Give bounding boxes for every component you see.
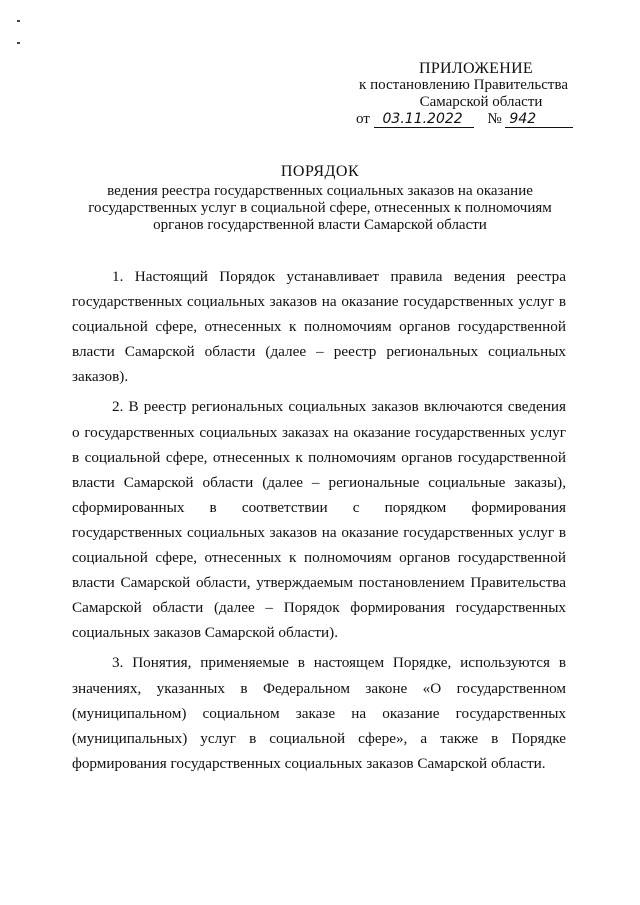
document-body xyxy=(72,264,566,781)
document-title: ПОРЯДОК xyxy=(280,163,360,180)
appendix-date-line xyxy=(356,111,576,128)
appendix-resolution-line: к постановлению Правительства xyxy=(359,77,568,93)
scan-mark xyxy=(17,42,20,44)
date-prefix: от xyxy=(356,111,370,127)
title-block xyxy=(60,163,580,234)
handwritten-date: 03.11.2022 xyxy=(374,111,474,128)
paragraph-1: 1. Настоящий Порядок устанавливает правила ведения реестра государственных социальных заказов на оказание государственных услуг в социальной сфере, отнесенных к полномочиям органов государственной власти Самарской области (далее – реестр региональных социальных заказов). xyxy=(72,268,566,386)
scan-mark xyxy=(17,20,20,22)
paragraph-2: 2. В реестр региональных социальных заказов включаются сведения о государственных социальных заказах на оказание государственных услуг в социальной сфере, отнесенных к полномочиям органов государственной власти Самарской области (далее – региональные социальные заказы), сформированных в соответствии с порядком формирования государственных социальных заказов на оказание государственных услуг в социальной сфере, отнесенных к полномочиям органов государственной власти Самарской области, утверждаемым постановлением Правительства Самарской области (далее – Порядок формирования государственных социальных заказов Самарской области). xyxy=(72,398,566,642)
appendix-heading: ПРИЛОЖЕНИЕ xyxy=(418,60,533,77)
appendix-header xyxy=(356,60,576,128)
number-prefix: № xyxy=(487,111,502,127)
handwritten-number: 942 xyxy=(505,111,573,128)
paragraph-3: 3. Понятия, применяемые в настоящем Порядке, используются в значениях, указанных в Федеральном законе «О государственном (муниципальном) социальном заказе на оказание государственных (муниципальных) услуг в социальной сфере», а также в Порядке формирования государственных социальных заказов Самарской области. xyxy=(72,654,566,772)
appendix-region-line: Самарской области xyxy=(419,94,543,110)
document-subtitle: ведения реестра государственных социальных заказов на оказание государственных услуг в социальной сфере, отнесенных к полномочиям органов государственной власти Самарской области xyxy=(88,183,552,233)
